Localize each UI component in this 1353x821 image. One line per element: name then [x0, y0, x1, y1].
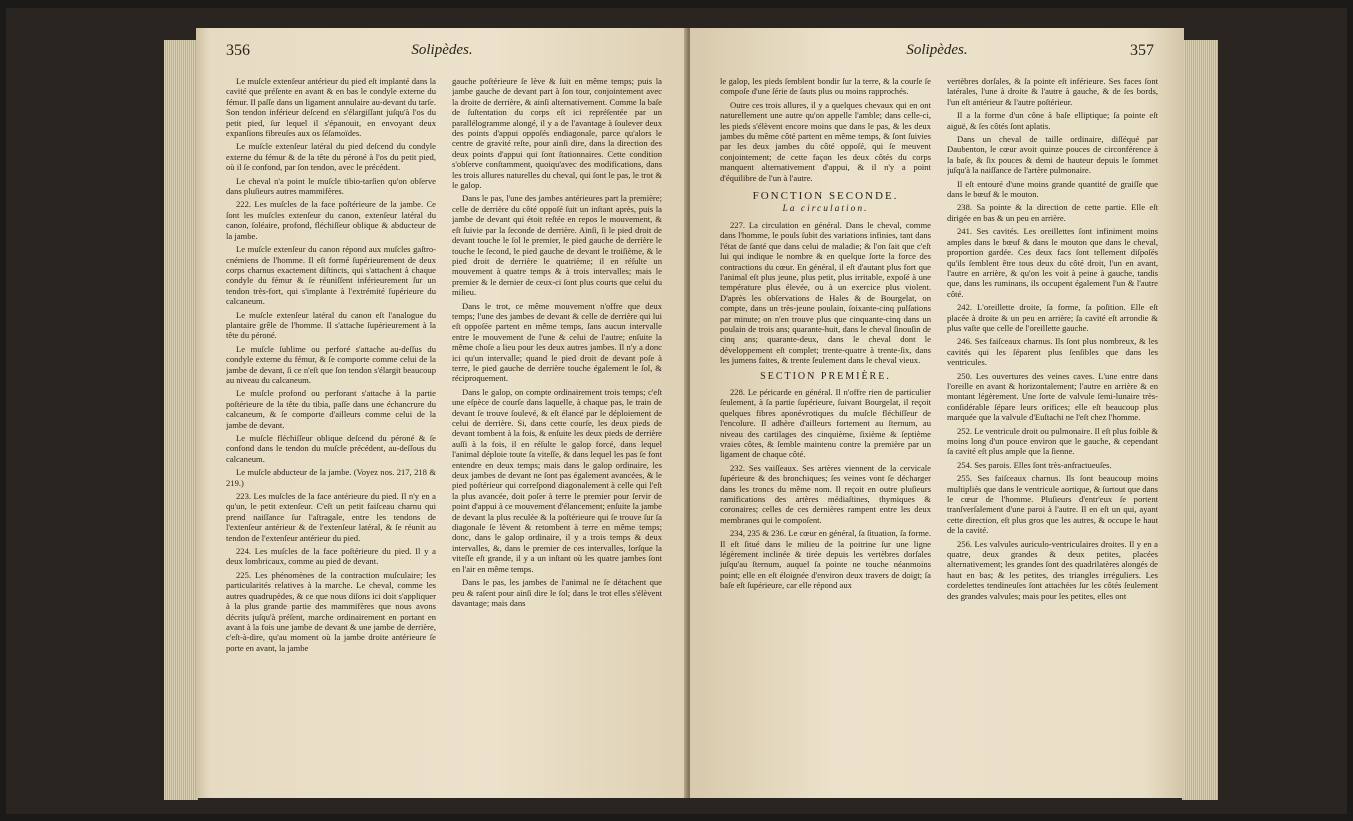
- paragraph: Le muſcle extenſeur du canon répond aux muſcles gaſtro-cnémiens de l'homme. Il eſt formé ſupérieurement de deux corps charnus exactement diſtincts, qui s'attachent à chaque condyle du fémur & ſe réuniſſent inférieurement ſur un tendon très-fort, qui s'implante à l'extrémité ſupérieure du calcaneum.: [226, 244, 436, 307]
- section-subtitle: La circulation.: [782, 204, 869, 215]
- paragraph: 223. Les muſcles de la face antérieure du pied. Il n'y en a qu'un, le petit extenſeur. C'eſt un petit faiſceau charnu qui prend naiſſance ſur l'aſtragale, entre les tendons de l'extenſeur antérieur & de l'extenſeur latéral, & ſe réunit au tendon de l'extenſeur antérieur du pied.: [226, 491, 436, 543]
- paragraph: Le muſcle extenſeur latéral du canon eſt l'analogue du plantaire grêle de l'homme. Il s'attache ſupérieurement à la tête du péroné.: [226, 309, 436, 341]
- page-edges-right: [1182, 40, 1218, 800]
- paragraph: 224. Les muſcles de la face poſtérieure du pied. Il y a deux lombricaux, comme au pied de devant.: [226, 546, 436, 567]
- paragraph: 252. Le ventricule droit ou pulmonaire. Il eſt plus foible & moins long d'un pouce environ que le gauche, & cependant ſa cavité eſt plus ample que la ſienne.: [947, 425, 1158, 457]
- paragraph: 246. Ses faiſceaux charnus. Ils ſont plus nombreux, & les cavités qui les ſéparent plus ſenſibles que dans les ventricules.: [947, 336, 1158, 368]
- paragraph: 250. Les ouvertures des veines caves. L'une entre dans l'oreille en avant & horizontalement; l'autre en arrière & en montant légèrement. Une ſorte de valvule ſemi-lunaire très-conſidérable ſépare leurs orifices; elle eſt beaucoup plus marquée que la valvule d'Euſtachi ne l'eſt chez l'homme.: [947, 370, 1158, 423]
- paragraph: Dans le pas, les jambes de l'animal ne ſe détachent que peu & raſent pour ainſi dire le ſol; dans le trot elles s'élèvent davantage; mais dans: [452, 577, 662, 608]
- running-head: Solipèdes.: [906, 42, 968, 58]
- right-column-2: [947, 76, 1158, 786]
- section-title: FONCTION SECONDE.: [752, 190, 899, 203]
- right-page-header: [720, 42, 1154, 68]
- paragraph: 222. Les muſcles de la face poſtérieure de la jambe. Ce ſont les muſcles extenſeur du canon, extenſeur latéral du canon, ſoléaire, profond, fléchiſſeur oblique & abducteur de la jambe.: [226, 199, 436, 241]
- paragraph: Le muſcle fléchiſſeur oblique deſcend du péroné & ſe confond dans le tendon du muſcle précédent, au-deſſous du calcaneum.: [226, 433, 436, 464]
- paragraph: Le muſcle abducteur de la jambe. (Voyez nos. 217, 218 & 219.): [226, 467, 436, 488]
- paragraph: Il eſt entouré d'une moins grande quantité de graiſſe que dans le bœuf & le mouton.: [947, 178, 1158, 200]
- left-page: [196, 28, 688, 798]
- left-column-1: [226, 76, 436, 786]
- paragraph: 234, 235 & 236. Le cœur en général, ſa ſituation, ſa forme. Il eſt ſitué dans le milieu de la poitrine ſur une ligne légèrement inclinée & tirée depuis les vertèbres dorſales juſqu'au ſternum, auquel ſa pointe ne touche néanmoins point; elle en eſt éloignée d'environ deux travers de doigt; ſa baſe eſt ſupérieure, car elle répond aux: [720, 528, 931, 591]
- paragraph: 254. Ses parois. Elles ſont très-anfractueuſes.: [957, 459, 1112, 470]
- paragraph: Le cheval n'a point le muſcle tibio-tarſien qu'on obſerve dans pluſieurs autres mammifères.: [226, 175, 436, 197]
- paragraph: le galop, les pieds ſemblent bondir ſur la terre, & la courſe ſe compoſe d'une ſérie de ſauts plus ou moins rapprochés.: [720, 76, 931, 97]
- paragraph: gauche poſtérieure ſe lève & ſuit en même temps; puis la jambe gauche de devant part à ſon tour, conjointement avec la droite de derrière, & ainſi alternativement. Comme la baſe de ſuſtentation du corps eſt ici repréſentée par un parallélogramme alongé, il y a de l'avantage à ſoulever deux des points d'appui oppoſés endiagonale, parce qu'alors le centre de gravité reſte, pour ainſi dire, dans la direction des deux points d'appui qui ſont ſtationnaires. Cette condition s'obſerve conſtamment, quoiqu'avec des modifications, dans les trois allures naturelles du cheval, qui ſont le pas, le trot & le galop.: [452, 76, 662, 191]
- paragraph: 232. Ses vaiſſeaux. Ses artères viennent de la cervicale ſupérieure & des bronchiques; ſes veines vont ſe décharger dans les troncs du même nom. Il reçoit en outre pluſieurs ramifications des artères médiaſtines, thymiques & coronaires; celles de ces dernières rampent entre les deux membranes qui le compoſent.: [720, 462, 931, 525]
- left-column-2: [452, 76, 662, 786]
- paragraph: Dans le pas, l'une des jambes antérieures part la première; celle de derrière du côté oppoſé ſuit un inſtant après, puis la jambe de devant qui étoit reſtée en repos le mouvement, & eſt ſuivie par la ſeconde de derrière. Ainſi, ſi le pied droit de devant touche le ſol le premier, le pied gauche de derrière le touche le ſecond, le pied gauche de devant le troiſième, & le pied droit de derrière le quatrième; il en réſulte un mouvement à quatre temps & à trois intervalles; mais le premier & le dernier de ceux-ci ſont plus courts que celui du milieu.: [452, 193, 662, 298]
- paragraph: Le muſcle extenſeur antérieur du pied eſt implanté dans la cavité que préſente en avant & en bas le condyle externe du fémur. Il paſſe dans un ligament annulaire au-devant du tarſe. Son tendon inférieur deſcend en s'élargiſſant juſqu'à l'os du petit pied, ſur lequel il s'épanouit, en envoyant deux expanſions fibreuſes aux os ſéſamoïdes.: [226, 76, 436, 139]
- paragraph: vertèbres dorſales, & ſa pointe eſt inférieure. Ses faces ſont latérales, l'une à droite & l'autre à gauche, & de ſes bords, l'un eſt antérieur & l'autre poſtérieur.: [947, 76, 1158, 107]
- paragraph: Dans le galop, on compte ordinairement trois temps; c'eſt une eſpèce de courſe dans laquelle, à chaque pas, le train de devant ſe trouve ſoulevé, & eſt élancé par le déploiement de celui de derrière. Si, dans cette courſe, les deux pieds de devant tombent à la fois, & enſuite les deux pieds de derrière auſſi à la fois, il en réſulte le galop forcé, dans lequel l'animal déploie toute ſa viteſſe, & dans lequel les pas ſe font entendre en deux temps; mais dans le galop ordinaire, les deux jambes de devant ne ſont pas également avancées, & le pied poſtérieur qui correſpond diagonalement à celle qui l'eſt la plus avancée, doit poſer à terre le premier pour ſervir de point d'appui à ce mouvement d'élancement; enſuite la jambe de devant la plus reculée & la poſtérieure qui ſe trouve ſur ſa diagonale ſe lèvent & retombent à terre en même temps; donc, dans le galop ordinaire, il y a trois temps & deux intervalles, &, dans le premier de ces intervalles, lorſque la viteſſe eſt grande, il y a un inſtant où les quatre jambes ſont en l'air en même temps.: [452, 386, 662, 574]
- paragraph: 256. Les valvules auriculo-ventriculaires droites. Il y en a quatre, deux grandes & deux petites, placées alternativement; les grandes ſont des quadrilatères alongés de haut en bas; & les petites, des triangles irréguliers. Les cordelettes tendineuſes ſont attachées ſur les côtés ſeulement des grandes valvules; mais pour les petites, elles ont: [947, 538, 1158, 601]
- paragraph: Le muſcle ſublime ou perforé s'attache au-deſſus du condyle externe du fémur, & ſe comporte comme celui de la jambe de devant, ſi ce n'eſt que ſon tendon s'élargit beaucoup au niveau du calcaneum.: [226, 343, 436, 385]
- paragraph: 228. Le péricarde en général. Il n'offre rien de particulier ſeulement, à ſa partie ſupérieure, ſuivant Bourgelat, il reçoit quelques fibres aponévrotiques du muſcle fléchiſſeur de l'encolure. Il adhère d'ailleurs fortement au ſternum, au niveau des cartilages des cinquième, ſixième & ſeptième vraies côtes, & ſemble maintenu contre la première par un ligament de chaque côté.: [720, 386, 931, 460]
- running-head: Solipèdes.: [411, 42, 473, 58]
- paragraph: Dans le trot, ce même mouvement n'offre que deux temps; l'une des jambes de devant & celle de derrière qui lui eſt oppoſée partent en même temps, ſans aucun intervalle entre le mouvement de l'une & celui de l'autre; enſuite la même choſe a lieu pour les deux autres jambes. Il n'y a donc ici qu'un intervalle; quand le pied droit de devant poſe à terre, le pied gauche de derrière touche également le ſol, & réciproquement.: [452, 300, 662, 384]
- paragraph: 238. Sa pointe & la direction de cette partie. Elle eſt dirigée en bas & un peu en arrière.: [947, 202, 1158, 223]
- page-edges-left: [164, 40, 198, 800]
- subsection-title: SECTION PREMIÈRE.: [760, 370, 891, 382]
- left-page-header: [226, 42, 658, 68]
- page-number: 357: [1130, 42, 1154, 59]
- paragraph: Dans un cheval de taille ordinaire, diſſéqué par Daubenton, le cœur avoit quinze pouces de circonférence à la baſe, & ſix pouces & demi de hauteur depuis le ſommet juſqu'à la naiſſance de l'artère pulmonaire.: [947, 134, 1158, 176]
- paragraph: Le muſcle profond ou perforant s'attache à la partie poſtérieure de la tête du tibia, paſſe dans une échancrure du calcaneum, & ſe comporte d'ailleurs comme celui de la jambe de devant.: [226, 388, 436, 430]
- paragraph: Le muſcle extenſeur latéral du pied deſcend du condyle externe du fémur & de la tête du péroné à l'os du petit pied, où il ſe confond, par ſon tendon, avec le précédent.: [226, 141, 436, 173]
- right-page: [690, 28, 1184, 798]
- right-column-1: [720, 76, 931, 786]
- paragraph: 225. Les phénomènes de la contraction muſculaire; les particularités relatives à la marche. Le cheval, comme les autres quadrupèdes, & ce que nous diſons ici doit s'appliquer à la plus grande partie des mammifères que nous avons décrits juſqu'à préſent, marche ordinairement en portant en avant à la fois une jambe de devant & une jambe de derrière, c'eſt-à-dire, qu'au moment où la jambe droite antérieure ſe porte en avant, la jambe: [226, 569, 436, 653]
- paragraph: 241. Ses cavités. Les oreillettes ſont infiniment moins amples dans le bœuf & dans le mouton que dans le cheval, proportion gardée. Ces deux facs ſont tellement diſpoſés qu'ils ſemblent être tous deux du côté droit, l'un en avant, l'autre en arrière, & qu'on les voit à peine à gauche, tandis que, dans les ruminans, ils occupent également l'un & l'autre côté.: [947, 226, 1158, 299]
- paragraph: 227. La circulation en général. Dans le cheval, comme dans l'homme, le pouls ſubit des variations infinies, tant dans l'état de ſanté que dans celui de maladie; & l'on ſait que c'eſt lui qui indique le nombre & en quelque ſorte la force des contractions du cœur. En général, il eſt d'autant plus fort que l'animal eſt plus jeune, plus petit, plus irritable, expoſé à une température plus élevée, ou à un exercice plus violent. D'après les obſervations de Hales & de Bourgelat, on compte, dans un très-jeune poulain, ſoixante-cinq pulſations par minute; on n'en trouve plus que cinquante-cinq dans un poulain de trois ans; quarante-huit, dans le cheval ſinouſin de cinq ans; quarante-deux, dans le cheval dont le développement eſt complet; trente-quatre à trente-ſix, dans les jumens faites, & trente ſeulement dans le cheval vieux.: [720, 219, 931, 366]
- page-number: 356: [226, 42, 250, 59]
- paragraph: Outre ces trois allures, il y a quelques chevaux qui en ont naturellement une autre qu'on appelle l'amble; dans celle-ci, les pieds s'élèvent encore moins que dans le pas, & les deux jambes du même côté partent en même temps, & ſont ſuivies par les deux jambes du côté oppoſé, qui ſe meuvent conjointement; de cette façon les deux côtés du corps manquent alternativement d'appui, & il n'y a point d'équilibre de l'un à l'autre.: [720, 99, 931, 183]
- paragraph: 255. Ses faiſceaux charnus. Ils ſont beaucoup moins multipliés que dans le ventricule aortique, & ſurtout que dans le cœur de l'homme. Pluſieurs d'entr'eux ſe portent tranſverſalement d'une paroi à l'autre. Il en eſt un qui, ayant cette direction, eſt plus gros que les autres, & occupe le haut de la cavité.: [947, 473, 1158, 536]
- paragraph: Il a la forme d'un cône à baſe elliptique; ſa pointe eſt aiguë, & ſes côtés ſont aplatis.: [947, 110, 1158, 131]
- paragraph: 242. L'oreillette droite, ſa forme, ſa poſition. Elle eſt placée à droite & un peu en arrière; ſa cavité eſt arrondie & plus vaſte que celle de l'oreillette gauche.: [947, 302, 1158, 333]
